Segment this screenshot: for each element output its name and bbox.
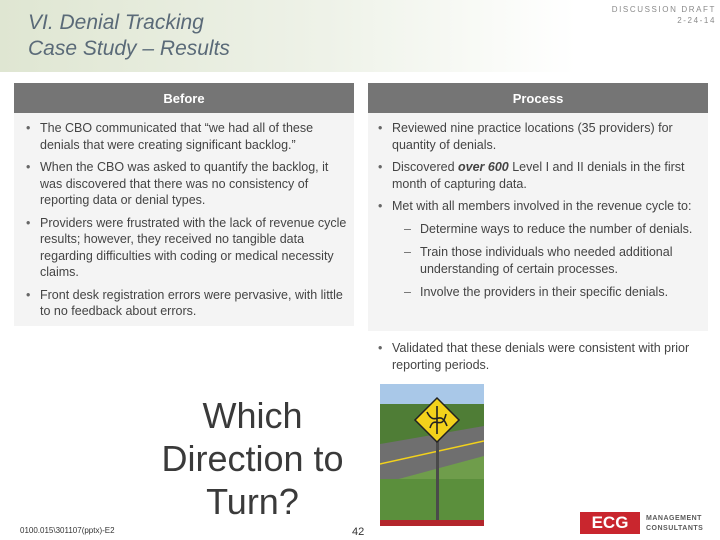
process-item: • Validated that these denials were consistent with prior reporting periods. [392, 340, 704, 373]
draft-stamp [612, 4, 716, 26]
process-sublist [392, 221, 704, 301]
before-item: • When the CBO was asked to quantify the backlog, it was discovered that there was no consistency of reporting data or denial types. [40, 159, 350, 209]
process-item-text: Level I and II denials in the first month of capturing data. [392, 160, 685, 191]
slide-title [28, 10, 230, 62]
question-line-3: Turn? [206, 481, 299, 522]
photo-caption-bar [380, 520, 484, 526]
title-line-2: Case Study – Results [28, 37, 230, 60]
question-line-1: Which [202, 395, 303, 436]
road-sign-photo [380, 384, 484, 526]
process-subitem: – Train those individuals who needed additional understanding of certain processes. [420, 244, 704, 277]
before-heading: Before [14, 83, 354, 113]
page-number: 42 [352, 526, 365, 538]
road-sign-illustration [380, 384, 484, 526]
process-item [392, 198, 704, 301]
process-final-list [392, 340, 704, 373]
logo-text [646, 514, 703, 534]
logo-mark: ECG [580, 512, 640, 534]
before-item: • Providers were frustrated with the lack of revenue cycle results; however, they received no tangible data regarding difficulties with coding or medical necessity claims. [40, 215, 350, 281]
logo-line-1: MANAGEMENT [646, 515, 702, 522]
before-item: • The CBO communicated that “we had all of these denials that were creating significant backlog.” [40, 120, 350, 153]
process-item-text: Discovered [392, 160, 458, 174]
draft-date: 2-24-14 [677, 16, 716, 25]
footer-document-code: 0100.015\301107(pptx)-E2 [20, 526, 115, 535]
question-line-2: Direction to [161, 438, 344, 479]
slide-header [0, 0, 720, 72]
logo-line-2: CONSULTANTS [646, 525, 704, 532]
process-item: • Reviewed nine practice locations (35 providers) for quantity of denials. [392, 120, 704, 153]
company-logo [580, 510, 710, 538]
grass [380, 479, 484, 526]
denial-count-emphasis: over 600 [458, 160, 509, 174]
before-item: • Front desk registration errors were pervasive, with little to no feedback about errors. [40, 287, 350, 320]
process-subitem: – Determine ways to reduce the number of denials. [420, 221, 704, 238]
process-subitem: – Involve the providers in their specific denials. [420, 284, 704, 301]
question-text [150, 394, 355, 523]
sign-post [436, 432, 439, 522]
draft-label: DISCUSSION DRAFT [611, 5, 716, 14]
process-list [392, 120, 704, 308]
before-list [40, 120, 350, 326]
process-item [392, 159, 704, 192]
title-line-1: VI. Denial Tracking [28, 11, 204, 34]
process-heading: Process [368, 83, 708, 113]
process-item-text: Met with all members involved in the revenue cycle to: [392, 199, 692, 213]
